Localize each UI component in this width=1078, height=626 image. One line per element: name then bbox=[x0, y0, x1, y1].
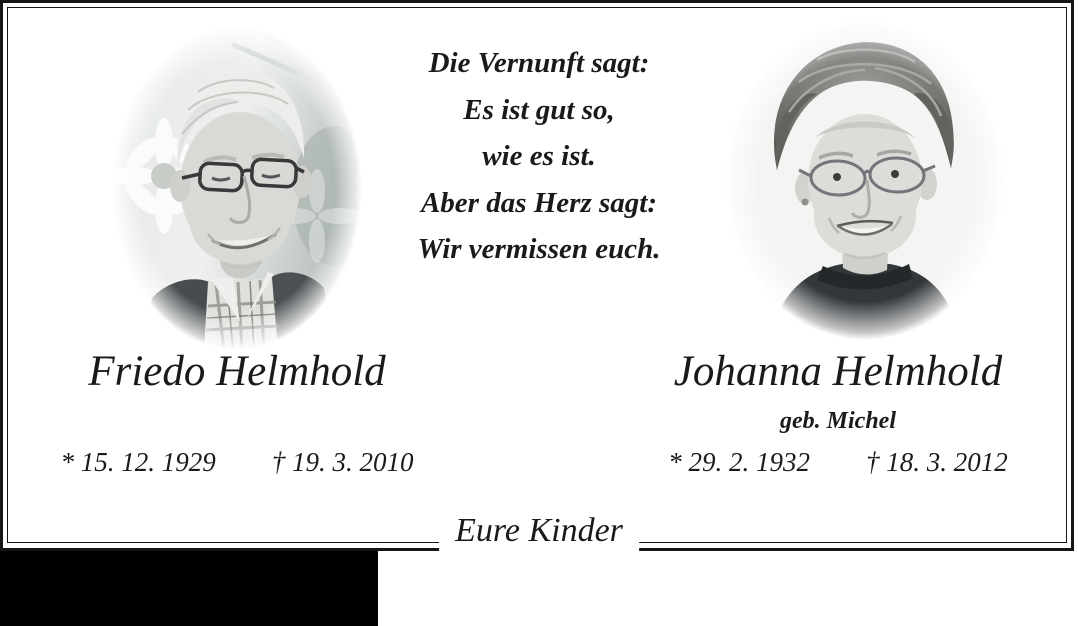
closing-signature: Eure Kinder bbox=[439, 509, 639, 553]
poem-line-1: Die Vernunft sagt: bbox=[428, 47, 650, 79]
birth-date-friedo: * 15. 12. 1929 bbox=[60, 447, 216, 477]
poem-line-2: Es ist gut so, bbox=[463, 93, 615, 126]
redaction-block bbox=[0, 551, 378, 626]
poem-line-4: Aber das Herz sagt: bbox=[420, 186, 658, 219]
poem-line-3: wie es ist. bbox=[482, 140, 596, 172]
death-date-friedo: † 19. 3. 2010 bbox=[271, 447, 414, 477]
birth-date-johanna: * 29. 2. 1932 bbox=[668, 447, 810, 477]
maiden-name-johanna: geb. Michel bbox=[780, 408, 896, 434]
person-dates-friedo bbox=[37, 446, 437, 478]
poem-line-5: Wir vermissen euch. bbox=[417, 233, 661, 265]
death-date-johanna: † 18. 3. 2012 bbox=[866, 447, 1008, 477]
person-name-johanna: Johanna Helmhold bbox=[673, 348, 1003, 395]
poem bbox=[0, 40, 1078, 273]
person-dates-johanna bbox=[638, 446, 1038, 478]
person-name-friedo: Friedo Helmhold bbox=[88, 348, 386, 395]
